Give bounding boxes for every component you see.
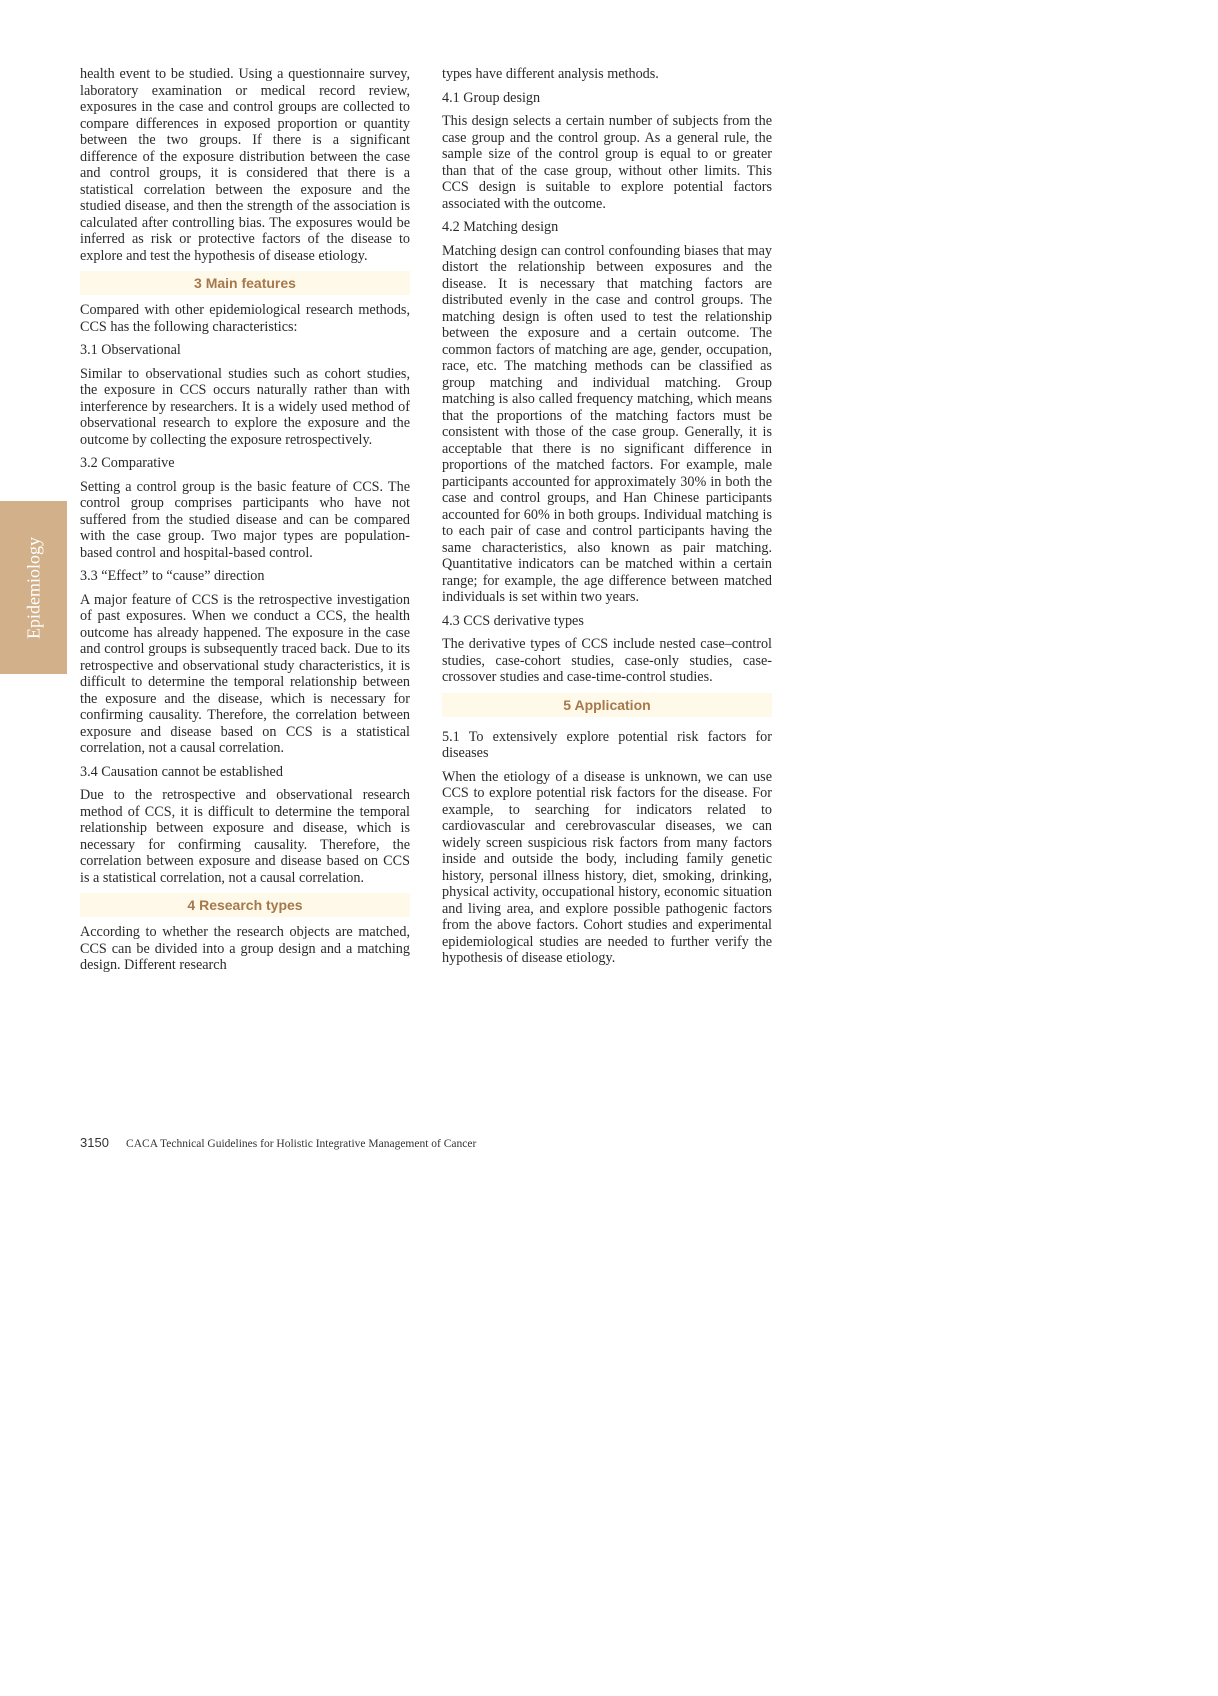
intro-paragraph: health event to be studied. Using a questionnaire survey, laboratory examination or medical record review, exposures in the case and control groups are collected to compare differences in exposed proportion or quantity between the two groups. If there is a significant difference of the exposure distribution between the case and control groups, it is considered that there is a statistical correlation between the exposure and the studied disease, and then the strength of the association is calculated after controlling bias. The exposures would be inferred as risk or protective factors of the disease to explore and test the hypothesis of disease etiology. (80, 66, 410, 264)
page-number: 3150 (80, 1135, 109, 1150)
section-heading-application: 5 Application (442, 693, 772, 717)
section4-intro: According to whether the research objects are matched, CCS can be divided into a group design and a matching design. Different research (80, 924, 410, 973)
subsection-body-3-4: Due to the retrospective and observational research method of CCS, it is difficult to determine the temporal relationship between exposure and disease, which is necessary for confirming causality. Therefore, the correlation between exposure and disease based on CCS is a statistical correlation, not a causal correlation. (80, 787, 410, 886)
subsection-heading-3-2: 3.2 Comparative (80, 455, 175, 471)
subsection-heading-5-1: 5.1 To extensively explore potential risk factors for diseases (442, 728, 772, 761)
subsection-body-4-3: The derivative types of CCS include nested case–control studies, case-cohort studies, case-only studies, case-crossover studies and case-time-control studies. (442, 636, 772, 685)
section-side-tab (0, 501, 67, 674)
subsection-heading-3-1: 3.1 Observational (80, 342, 181, 358)
left-column (80, 66, 410, 981)
subsection-heading-3-4: 3.4 Causation cannot be established (80, 763, 283, 780)
subsection-body-4-1: This design selects a certain number of subjects from the case group and the control group. As a general rule, the sample size of the control group is equal to or greater than that of the case group, without other limits. This CCS design is suitable to explore potential factors associated with the outcome. (442, 113, 772, 212)
subsection-body-4-2: Matching design can control confounding biases that may distort the relationship between exposures and the disease. It is necessary that matching factors are distributed evenly in the case and control groups. The matching design is often used to test the relationship between the exposure and a certain outcome. The common factors of matching are age, gender, occupation, race, etc. The matching methods can be classified as group matching and individual matching. Group matching is also called frequency matching, which means that the proportions of the matching factors must be consistent with those of the case group. Generally, it is acceptable that there is no significant difference in proportions of the matched factors. For example, male participants accounted for approximately 30% in both the case and control groups, and Han Chinese participants accounted for 60% in both groups. Individual matching is to each pair of case and control participants having the same characteristics, also known as pair matching. Quantitative indicators can be matched within a certain range; for example, the age difference between matched individuals is set within two years. (442, 242, 772, 605)
side-tab-label: Epidemiology (23, 536, 43, 639)
subsection-heading-4-1: 4.1 Group design (442, 89, 541, 106)
section-heading-research-types: 4 Research types (80, 893, 410, 917)
section4-intro-continued: types have different analysis methods. (442, 66, 659, 82)
subsection-body-3-2: Setting a control group is the basic feature of CCS. The control group comprises participants who have not suffered from the studied disease and can be compared with the case group. Two major types are population-based control and hospital-based control. (80, 478, 410, 561)
subsection-body-3-1: Similar to observational studies such as cohort studies, the exposure in CCS occurs naturally rather than with interference by researchers. It is a widely used method of observational research to explore the exposure and the outcome by collecting the exposure retrospectively. (80, 365, 410, 448)
subsection-heading-3-3: 3.3 “Effect” to “cause” direction (80, 568, 265, 584)
section3-intro: Compared with other epidemiological research methods, CCS has the following characteristics: (80, 302, 410, 335)
subsection-heading-4-2: 4.2 Matching design (442, 219, 559, 235)
section-heading-main-features: 3 Main features (80, 271, 410, 295)
subsection-heading-4-3: 4.3 CCS derivative types (442, 612, 584, 629)
subsection-body-3-3: A major feature of CCS is the retrospective investigation of past exposures. When we conduct a CCS, the health outcome has already happened. The exposure in the case and control groups is subsequently traced back. Due to its retrospective and observational study characteristics, it is difficult to determine the temporal relationship between the exposure and the disease, which is necessary for confirming causality. Therefore, the correlation between exposure and disease based on CCS is a statistical correlation, not a causal correlation. (80, 591, 410, 756)
page-footer (80, 1135, 476, 1151)
right-column (442, 66, 772, 974)
publication-title: CACA Technical Guidelines for Holistic Integrative Management of Cancer (126, 1138, 477, 1150)
subsection-body-5-1: When the etiology of a disease is unknown, we can use CCS to explore potential risk factors for the disease. For example, to searching for indicators related to cardiovascular and cerebrovascular diseases, we can widely screen suspicious risk factors from many factors inside and outside the body, including family genetic history, personal illness history, diet, smoking, drinking, physical activity, occupational history, economic situation and living area, and explore possible pathogenic factors from the above factors. Cohort studies and experimental epidemiological studies are needed to further verify the hypothesis of disease etiology. (442, 768, 772, 966)
